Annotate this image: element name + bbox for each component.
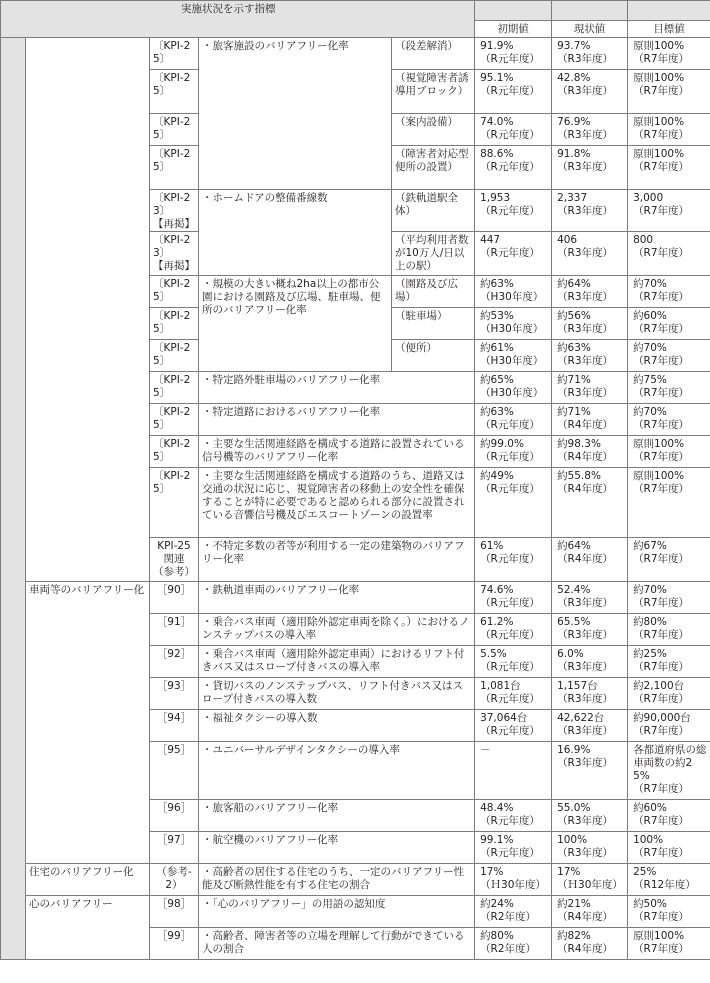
current-value: 約64% （R4年度） bbox=[552, 538, 628, 582]
kpi-code: ［98］ bbox=[150, 896, 199, 928]
table-row bbox=[1, 38, 710, 70]
initial-value: 61% （R元年度） bbox=[475, 538, 552, 582]
current-value: 約82% （R4年度） bbox=[552, 928, 628, 960]
kpi-code: ［99］ bbox=[150, 928, 199, 960]
header-title: 実施状況を示す指標 bbox=[1, 1, 475, 21]
indicator: ・乗合バス車両（適用除外認定車両）におけるリフト付きバス又はスロープ付きバスの導入率 bbox=[199, 646, 475, 678]
current-value: 52.4% （R3年度） bbox=[552, 582, 628, 614]
header-row bbox=[1, 1, 710, 21]
sub-indicator: （駐車場） bbox=[392, 308, 475, 340]
sub-indicator: （園路及び広場） bbox=[392, 276, 475, 308]
current-value: 17% （Ｈ30年度） bbox=[552, 864, 628, 896]
target-value: 原則100% （R7年度） bbox=[628, 70, 710, 114]
category-heart: 心のバリアフリー bbox=[26, 896, 150, 960]
table-row bbox=[1, 582, 710, 614]
sub-indicator: （案内設備） bbox=[392, 114, 475, 146]
target-value: 800 （R7年度） bbox=[628, 232, 710, 276]
target-value: 約60% （R7年度） bbox=[628, 308, 710, 340]
initial-value: 17% （Ｈ30年度） bbox=[475, 864, 552, 896]
initial-value: 88.6% （R元年度） bbox=[475, 146, 552, 190]
current-value: 91.8% （R3年度） bbox=[552, 146, 628, 190]
target-value: 約60% （R7年度） bbox=[628, 800, 710, 832]
kpi-code: ［93］ bbox=[150, 678, 199, 710]
initial-value: 48.4% （R元年度） bbox=[475, 800, 552, 832]
indicator: ・乗合バス車両（適用除外認定車両を除く。）におけるノンステップバスの導入率 bbox=[199, 614, 475, 646]
sub-indicator: （便所） bbox=[392, 340, 475, 372]
current-value: 約63% （R3年度） bbox=[552, 340, 628, 372]
initial-value: 約53% （H30年度） bbox=[475, 308, 552, 340]
indicator: ・旅客施設のバリアフリー化率 bbox=[199, 38, 392, 190]
current-value: 42,622台 （R3年度） bbox=[552, 710, 628, 742]
indicator: ・鉄軌道車両のバリアフリー化率 bbox=[199, 582, 475, 614]
kpi-code: ［92］ bbox=[150, 646, 199, 678]
target-value: 約90,000台 （R7年度） bbox=[628, 710, 710, 742]
target-value: 約70% （R7年度） bbox=[628, 404, 710, 436]
category-housing: 住宅のバリアフリー化 bbox=[26, 864, 150, 896]
category-vehicle: 車両等のバリアフリー化 bbox=[26, 582, 150, 864]
current-value: 16.9% （R3年度） bbox=[552, 742, 628, 800]
left-stripe bbox=[1, 38, 26, 960]
indicator: ・「心のバリアフリー」の用語の認知度 bbox=[199, 896, 475, 928]
kpi-code: 〔KPI-25〕 bbox=[150, 308, 199, 340]
current-value: 約98.3% （R4年度） bbox=[552, 436, 628, 468]
column-current: 現状値 bbox=[552, 20, 628, 38]
indicator: ・ユニバーサルデザインタクシーの導入率 bbox=[199, 742, 475, 800]
initial-value: 約99.0% （R元年度） bbox=[475, 436, 552, 468]
indicator: ・高齢者の居住する住宅のうち、一定のバリアフリー性能及び断熱性能を有する住宅の割合 bbox=[199, 864, 475, 896]
column-initial: 初期値 bbox=[475, 20, 552, 38]
target-value: 原則100% （R7年度） bbox=[628, 468, 710, 538]
kpi-code: 〔KPI-25〕 bbox=[150, 404, 199, 436]
indicator: ・主要な生活関連経路を構成する道路に設置されている信号機等のバリアフリー化率 bbox=[199, 436, 475, 468]
current-value: 406 （R3年度） bbox=[552, 232, 628, 276]
target-value: 原則100% （R7年度） bbox=[628, 38, 710, 70]
indicator: ・旅客船のバリアフリー化率 bbox=[199, 800, 475, 832]
initial-value: 99.1% （R元年度） bbox=[475, 832, 552, 864]
initial-value: 1,081台 （R元年度） bbox=[475, 678, 552, 710]
kpi-code: ［96］ bbox=[150, 800, 199, 832]
current-value: 約55.8% （R4年度） bbox=[552, 468, 628, 538]
current-value: 65.5% （R3年度） bbox=[552, 614, 628, 646]
target-value: 原則100% （R7年度） bbox=[628, 114, 710, 146]
sub-indicator: （視覚障害者誘導用ブロック） bbox=[392, 70, 475, 114]
indicator: ・特定道路におけるバリアフリー化率 bbox=[199, 404, 475, 436]
current-value: 約71% （R4年度） bbox=[552, 404, 628, 436]
target-value: 3,000 （R7年度） bbox=[628, 190, 710, 232]
sub-indicator: （段差解消） bbox=[392, 38, 475, 70]
target-value: 約50% （R7年度） bbox=[628, 896, 710, 928]
target-value: 約75% （R7年度） bbox=[628, 372, 710, 404]
sub-indicator: （鉄軌道駅全体） bbox=[392, 190, 475, 232]
current-value: 1,157台 （R3年度） bbox=[552, 678, 628, 710]
kpi-code: 〔KPI-25〕 bbox=[150, 38, 199, 70]
target-value: 約2,100台 （R7年度） bbox=[628, 678, 710, 710]
target-value: 原則100% （R7年度） bbox=[628, 436, 710, 468]
initial-value: 74.0% （R元年度） bbox=[475, 114, 552, 146]
kpi-code: 〔KPI-25〕 bbox=[150, 276, 199, 308]
indicator: ・規模の大きい概ね2ha以上の都市公園における園路及び広場、駐車場、便所のバリアフリー化率 bbox=[199, 276, 392, 372]
table-row bbox=[1, 864, 710, 896]
initial-value: 5.5% （R元年度） bbox=[475, 646, 552, 678]
kpi-code: 〔KPI-25〕 bbox=[150, 468, 199, 538]
current-value: 6.0% （R3年度） bbox=[552, 646, 628, 678]
indicator: ・高齢者、障害者等の立場を理解して行動ができている人の割合 bbox=[199, 928, 475, 960]
target-value: 約25% （R7年度） bbox=[628, 646, 710, 678]
initial-value: 61.2% （R元年度） bbox=[475, 614, 552, 646]
current-value: 約64% （R3年度） bbox=[552, 276, 628, 308]
kpi-code: 〔KPI-25〕 bbox=[150, 436, 199, 468]
target-value: 約70% （R7年度） bbox=[628, 276, 710, 308]
indicator: ・航空機のバリアフリー化率 bbox=[199, 832, 475, 864]
kpi-code: 〔KPI-25〕 bbox=[150, 70, 199, 114]
current-value: 93.7% （R3年度） bbox=[552, 38, 628, 70]
initial-value: 447 （R元年度） bbox=[475, 232, 552, 276]
initial-value: 約80% （R2年度） bbox=[475, 928, 552, 960]
target-value: 25% （R12年度） bbox=[628, 864, 710, 896]
initial-value: 約63% （H30年度） bbox=[475, 276, 552, 308]
kpi-code: 〔KPI-25〕 bbox=[150, 146, 199, 190]
indicator: ・ホームドアの整備番線数 bbox=[199, 190, 392, 276]
initial-value: － bbox=[475, 742, 552, 800]
target-value: 約67% （R7年度） bbox=[628, 538, 710, 582]
current-value: 42.8% （R3年度） bbox=[552, 70, 628, 114]
current-value: 約21% （R4年度） bbox=[552, 896, 628, 928]
kpi-code: KPI-25 関連 （参考） bbox=[150, 538, 199, 582]
initial-value: 91.9% （R元年度） bbox=[475, 38, 552, 70]
indicator: ・特定路外駐車場のバリアフリー化率 bbox=[199, 372, 475, 404]
indicator: ・主要な生活関連経路を構成する道路のうち、道路又は交通の状況に応じ、視覚障害者の移動上の安全性を確保することが特に必要であると認められる部分に設置されている音響信号機及びエスコートゾーンの設置率 bbox=[199, 468, 475, 538]
category-cell-blank bbox=[26, 38, 150, 582]
kpi-code: （参考-2） bbox=[150, 864, 199, 896]
indicator: ・貸切バスのノンステップバス、リフト付きバス又はスロープ付きバスの導入数 bbox=[199, 678, 475, 710]
initial-value: 約24% （R2年度） bbox=[475, 896, 552, 928]
column-target: 目標値 bbox=[628, 20, 710, 38]
kpi-code: ［95］ bbox=[150, 742, 199, 800]
table-row bbox=[1, 896, 710, 928]
target-value: 約70% （R7年度） bbox=[628, 582, 710, 614]
target-value: 各都道府県の総車両数の約25% （R7年度） bbox=[628, 742, 710, 800]
current-value: 約71% （R3年度） bbox=[552, 372, 628, 404]
sub-indicator: （平均利用者数が10万人/日以上の駅） bbox=[392, 232, 475, 276]
header-columns-row bbox=[1, 20, 710, 38]
initial-value: 74.6% （R元年度） bbox=[475, 582, 552, 614]
kpi-code: 〔KPI-23〕 【再掲】 bbox=[150, 232, 199, 276]
initial-value: 37,064台 （R元年度） bbox=[475, 710, 552, 742]
current-value: 76.9% （R3年度） bbox=[552, 114, 628, 146]
initial-value: 約63% （R元年度） bbox=[475, 404, 552, 436]
current-value: 100% （R3年度） bbox=[552, 832, 628, 864]
indicator: ・福祉タクシーの導入数 bbox=[199, 710, 475, 742]
kpi-code: 〔KPI-25〕 bbox=[150, 372, 199, 404]
kpi-code: 〔KPI-23〕 【再掲】 bbox=[150, 190, 199, 232]
target-value: 約70% （R7年度） bbox=[628, 340, 710, 372]
indicator: ・不特定多数の者等が利用する一定の建築物のバリアフリー化率 bbox=[199, 538, 475, 582]
target-value: 原則100% （R7年度） bbox=[628, 928, 710, 960]
sub-indicator: （障害者対応型便所の設置） bbox=[392, 146, 475, 190]
kpi-code: ［97］ bbox=[150, 832, 199, 864]
initial-value: 約61% （H30年度） bbox=[475, 340, 552, 372]
target-value: 原則100% （R7年度） bbox=[628, 146, 710, 190]
kpi-code: 〔KPI-25〕 bbox=[150, 114, 199, 146]
kpi-code: ［94］ bbox=[150, 710, 199, 742]
current-value: 2,337 （R3年度） bbox=[552, 190, 628, 232]
current-value: 約56% （R3年度） bbox=[552, 308, 628, 340]
initial-value: 1,953 （R元年度） bbox=[475, 190, 552, 232]
initial-value: 95.1% （R元年度） bbox=[475, 70, 552, 114]
target-value: 約80% （R7年度） bbox=[628, 614, 710, 646]
kpi-code: ［90］ bbox=[150, 582, 199, 614]
initial-value: 約65% （H30年度） bbox=[475, 372, 552, 404]
initial-value: 約49% （R元年度） bbox=[475, 468, 552, 538]
target-value: 100% （R7年度） bbox=[628, 832, 710, 864]
kpi-code: ［91］ bbox=[150, 614, 199, 646]
current-value: 55.0% （R3年度） bbox=[552, 800, 628, 832]
kpi-code: 〔KPI-25〕 bbox=[150, 340, 199, 372]
